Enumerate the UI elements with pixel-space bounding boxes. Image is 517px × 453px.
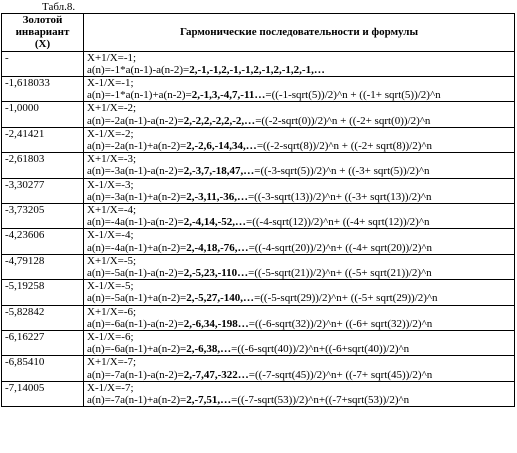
invariant-cell: -6,16227 [2, 331, 84, 356]
table-row [2, 229, 515, 254]
formula-cell [84, 381, 515, 406]
sequence-values: 2,-7,47,-322… [183, 368, 249, 381]
closed-form-formula: =((-6-sqrt(32))/2)^n+ ((-6+ sqrt(32))/2)^n [248, 317, 433, 330]
invariant-cell: -5,19258 [2, 280, 84, 305]
table-row [2, 77, 515, 102]
invariant-cell: -7,14005 [2, 381, 84, 406]
table-row [2, 254, 515, 279]
invariant-cell: -1,618033 [2, 77, 84, 102]
header-invariant-line2: инвариант [15, 26, 70, 39]
recurrence-prefix: a(n)=-6a(n-1)-a(n-2)= [87, 317, 184, 330]
recurrence-line [87, 267, 511, 279]
closed-form-formula: =((-5-sqrt(29))/2)^n+ ((-5+ sqrt(29))/2)^n [254, 292, 438, 305]
table-row [2, 331, 515, 356]
header-invariant-line1: Золотой [22, 14, 63, 26]
sequence-values: 2,-1,3,-4,7,-11… [191, 89, 266, 102]
formula-cell [84, 331, 515, 356]
recurrence-prefix: a(n)=-7a(n-1)-a(n-2)= [87, 368, 184, 381]
recurrence-prefix: a(n)=-4a(n-1)-a(n-2)= [87, 216, 184, 229]
recurrence-line [87, 318, 511, 330]
recurrence-prefix: a(n)=-4a(n-1)+a(n-2)= [87, 241, 187, 254]
closed-form-formula: =((-6-sqrt(40))/2)^n+((-6+sqrt(40))/2)^n [231, 343, 410, 356]
formula-cell [84, 229, 515, 254]
table-row [2, 356, 515, 381]
sequence-values: 2,-3,11,-36,… [186, 190, 248, 203]
equation-text: X+1/X=-1; [87, 51, 137, 64]
equation-text: X-1/X=-6; [87, 331, 134, 344]
recurrence-prefix: a(n)=-2a(n-1)-a(n-2)= [87, 114, 184, 127]
table-row [2, 102, 515, 127]
invariant-cell: -2,61803 [2, 153, 84, 178]
equation-text: X-1/X=-4; [87, 229, 134, 242]
formula-cell [84, 204, 515, 229]
recurrence-line [87, 292, 511, 304]
recurrence-prefix: a(n)=-1*a(n-1)-a(n-2)= [87, 63, 190, 76]
invariant-cell: -5,82842 [2, 305, 84, 330]
invariant-cell: - [2, 51, 84, 76]
sequence-values: 2,-3,7,-18,47,… [183, 165, 255, 178]
equation-text: X+1/X=-7; [87, 356, 137, 369]
sequence-values: 2,-2,6,-14,34,… [186, 140, 257, 153]
recurrence-line [87, 394, 511, 406]
recurrence-line [87, 89, 511, 101]
invariant-cell: -3,73205 [2, 204, 84, 229]
table-row [2, 305, 515, 330]
sequence-values: 2,-1,-1,2,-1,-1,2,-1,2,-1,2,-1,… [189, 63, 325, 76]
sequence-values: 2,-6,38,… [186, 343, 232, 356]
formula-cell [84, 77, 515, 102]
closed-form-formula: =((-2-sqrt(8))/2)^n + ((-2+ sqrt(8))/2)^n [256, 140, 433, 153]
sequence-values: 2,-2,2,-2,2,-2,… [183, 114, 256, 127]
recurrence-line [87, 140, 511, 152]
closed-form-formula: =((-3-sqrt(5))/2)^n + ((-3+ sqrt(5))/2)^n [254, 165, 430, 178]
recurrence-prefix: a(n)=-7a(n-1)+a(n-2)= [87, 394, 187, 407]
sequence-values: 2,-6,34,-198… [183, 317, 249, 330]
formula-cell [84, 127, 515, 152]
sequence-values: 2,-7,51,… [186, 394, 232, 407]
recurrence-prefix: a(n)=-3a(n-1)+a(n-2)= [87, 190, 187, 203]
closed-form-formula: =((-7-sqrt(45))/2)^n+ ((-7+ sqrt(45))/2)^n [248, 368, 433, 381]
invariant-cell: -2,41421 [2, 127, 84, 152]
recurrence-line [87, 115, 511, 127]
column-header-invariant [2, 14, 84, 52]
equation-text: X+1/X=-4; [87, 204, 137, 217]
recurrence-line [87, 242, 511, 254]
closed-form-formula: =((-4-sqrt(12))/2)^n+ ((-4+ sqrt(12))/2)^n [246, 216, 430, 229]
recurrence-line [87, 64, 511, 76]
recurrence-prefix: a(n)=-5a(n-1)+a(n-2)= [87, 292, 187, 305]
invariant-cell: -6,85410 [2, 356, 84, 381]
sequence-values: 2,-5,23,-110… [183, 267, 249, 280]
recurrence-prefix: a(n)=-6a(n-1)+a(n-2)= [87, 343, 187, 356]
formula-cell [84, 178, 515, 203]
table-row [2, 153, 515, 178]
table-row [2, 51, 515, 76]
formula-cell [84, 305, 515, 330]
table-row [2, 381, 515, 406]
table-caption: Табл.8. [42, 1, 76, 13]
recurrence-line [87, 369, 511, 381]
closed-form-formula: =((-5-sqrt(21))/2)^n+ ((-5+ sqrt(21))/2)^n [248, 267, 432, 280]
table-row [2, 280, 515, 305]
sequence-values: 2,-5,27,-140,… [186, 292, 255, 305]
closed-form-formula: =((-4-sqrt(20))/2)^n+ ((-4+ sqrt(20))/2)^n [248, 241, 433, 254]
recurrence-prefix: a(n)=-1*a(n-1)+a(n-2)= [87, 89, 192, 102]
recurrence-line [87, 216, 511, 228]
harmonic-sequences-table [1, 13, 515, 407]
equation-text: X+1/X=-6; [87, 305, 137, 318]
formula-cell [84, 102, 515, 127]
closed-form-formula: =((-7-sqrt(53))/2)^n+((-7+sqrt(53))/2)^n [231, 394, 410, 407]
equation-text: X+1/X=-2; [87, 102, 137, 115]
table-row [2, 204, 515, 229]
equation-text: X-1/X=-1; [87, 77, 134, 90]
table-row [2, 178, 515, 203]
invariant-cell: -4,23606 [2, 229, 84, 254]
sequence-values: 2,-4,14,-52,… [183, 216, 247, 229]
recurrence-line [87, 191, 511, 203]
equation-text: X+1/X=-3; [87, 153, 137, 166]
closed-form-formula: =((-1-sqrt(5))/2)^n + ((-1+ sqrt(5))/2)^n [265, 89, 441, 102]
recurrence-prefix: a(n)=-2a(n-1)+a(n-2)= [87, 140, 187, 153]
invariant-cell: -1,0000 [2, 102, 84, 127]
table-row [2, 127, 515, 152]
table-header-row [2, 14, 515, 52]
column-header-formulas: Гармонические последовательности и формулы [84, 14, 515, 52]
invariant-cell: -4,79128 [2, 254, 84, 279]
equation-text: X-1/X=-2; [87, 127, 134, 140]
formula-cell [84, 51, 515, 76]
formula-cell [84, 356, 515, 381]
recurrence-prefix: a(n)=-3a(n-1)-a(n-2)= [87, 165, 184, 178]
equation-text: X-1/X=-3; [87, 178, 134, 191]
recurrence-line [87, 343, 511, 355]
formula-cell [84, 254, 515, 279]
header-invariant-line3: (X) [34, 38, 51, 51]
equation-text: X+1/X=-5; [87, 254, 137, 267]
sequence-values: 2,-4,18,-76,… [186, 241, 249, 254]
recurrence-line [87, 165, 511, 177]
invariant-cell: -3,30277 [2, 178, 84, 203]
equation-text: X-1/X=-5; [87, 280, 134, 293]
closed-form-formula: =((-3-sqrt(13))/2)^n+ ((-3+ sqrt(13))/2)^n [247, 190, 432, 203]
formula-cell [84, 280, 515, 305]
equation-text: X-1/X=-7; [87, 381, 134, 394]
formula-cell [84, 153, 515, 178]
recurrence-prefix: a(n)=-5a(n-1)-a(n-2)= [87, 267, 184, 280]
closed-form-formula: =((-2-sqrt(0))/2)^n + ((-2+ sqrt(0))/2)^n [255, 114, 431, 127]
